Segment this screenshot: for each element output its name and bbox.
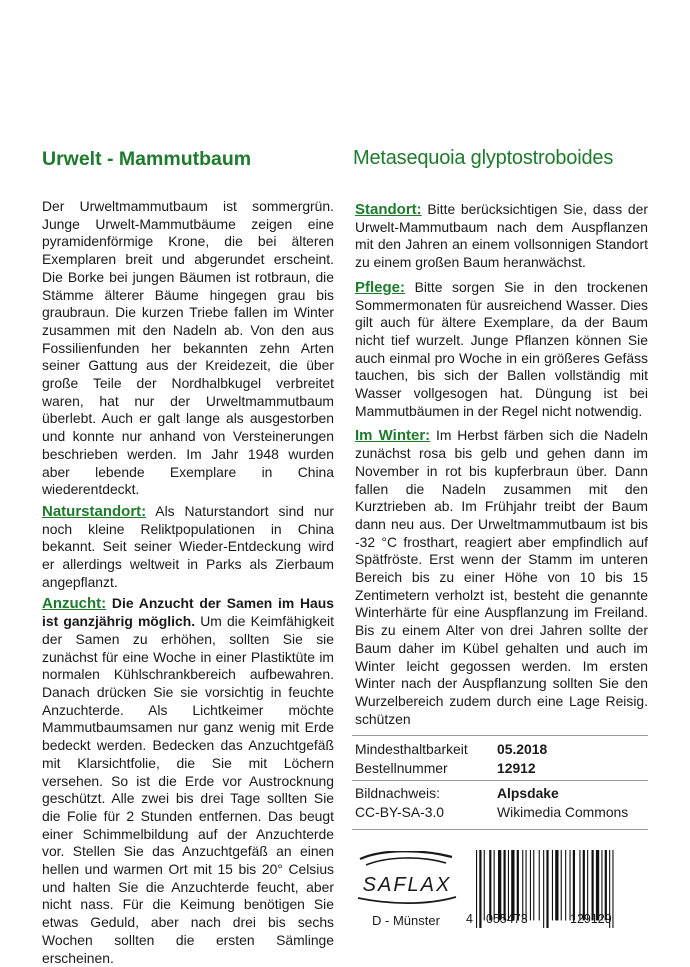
barcode-bar [612, 850, 613, 928]
order-value: 12912 [497, 760, 536, 776]
botanical-name-title: Metasequoia glyptostroboides [353, 147, 614, 169]
winter-heading: Im Winter: [355, 427, 431, 445]
license-text: CC-BY-SA-3.0 [355, 804, 445, 820]
pflege-text: Bitte sorgen Sie in den trockenen Sommermonaten für ausreichend Wasser. Dies gilt auch für ältere Exemplare, da der Baum nicht tief wurzelt. Junge Pflanzen können Sie auch einmal pro Woche in ein größeres Gefäss tauchen, bis sich der Ballen vollständig mit Wasser vollgesogen hat. Düngung ist bei Mammutbäumen in der Regel nicht notwendig. [355, 278, 648, 419]
intro-paragraph: Der Urweltmammutbaum ist sommergrün. Junge Urwelt-Mammutbäume zeigen eine pyramidenförmige Krone, die bei älteren Exemplaren breit und abgerundet erscheint. Die Borke bei jungen Bäumen ist rotbraun, die Stämme älterer Bäume hingegen grau bis graubraun. Die kurzen Triebe fallen im Winter zusammen mit den Nadeln ab. Von den aus Fossilienfunden her bekannten zehn Arten seiner Gattung aus der Kreidezeit, die über große Teile der Nordhalbkugel verbreitet waren, hat nur der Urweltmammutbaum überlebt. Auch er galt lange als ausgestorben und konnte nur anhand von Versteinerungen beschrieben werden. Im Jahr 1948 wurden aber lebende Exemplare in China wiederentdeckt. [42, 198, 334, 498]
barcode-bar [508, 850, 509, 920]
barcode-bar [570, 850, 571, 920]
barcode-bar [592, 850, 594, 920]
barcode-bar [530, 850, 531, 920]
saflax-logo [352, 851, 462, 906]
barcode-bar [573, 850, 575, 920]
barcode-bar [605, 850, 607, 920]
standort-heading: Standort: [355, 201, 422, 218]
barcode-bar [476, 850, 477, 928]
mhd-label: Mindesthaltbarkeit [355, 741, 468, 757]
barcode-bar [546, 850, 548, 928]
winter-text: Im Herbst färben sich die Nadeln zunächst rosa bis gelb und gehen dann im November in rot bis kupferbraun über. Dann fallen die Nadeln zusammen mit den Kurztrieben ab. Im Frühjahr treibt der Baum dann neu aus. Der Urweltmammutbaum ist bis -32 °C frosthart, reagiert aber empfindlich auf Spätfröste. Erst wenn der Stamm im unteren Bereich bis zu einer Höhe von 10 bis 15 Zentimetern verholzt ist, besteht die genannte Winterhärte für eine Auspflanzung im Freiland. Bis zu einem Alter von drei Jahren sollte der Baum daher im Kübel gehalten und auch im Winter leicht gegossen werden. Im ersten Winter nach der Auspflanzung sollten Sie den Wurzelbereich zudem durch eine Lage Reisig. schützen [355, 427, 648, 727]
anzucht-bold-text: Die Anzucht der Samen im Haus ist ganzjährig möglich. [42, 595, 334, 630]
barcode-bar [543, 850, 544, 928]
barcode-right-digits: 129129 [570, 912, 612, 926]
barcode-bar [522, 850, 523, 920]
barcode-bar [533, 850, 534, 920]
barcode-bar [504, 850, 506, 920]
standort-section [355, 201, 648, 272]
left-column [42, 198, 334, 967]
barcode-bar [587, 850, 588, 920]
barcode-bar [539, 850, 540, 920]
divider-middle [352, 780, 648, 781]
naturstandort-heading: Naturstandort: [42, 502, 147, 520]
barcode-first-digit: 4 [466, 912, 473, 926]
anzucht-heading: Anzucht: [42, 595, 107, 613]
source-text: Wikimedia Commons [497, 804, 629, 820]
barcode-bar [489, 850, 491, 920]
naturstandort-text: Als Naturstandort sind nur noch kleine Reliktpopulationen in China bekannt. Seit seiner Wieder-Entdeckung wird er allerdings weltweit in Parks als Zierbaum angepflanzt. [42, 502, 334, 590]
city-label: D - Münster [372, 913, 440, 928]
barcode-bar [498, 850, 501, 920]
barcode-bar [552, 850, 553, 920]
barcode-bar [511, 850, 514, 920]
barcode-bar [555, 850, 558, 920]
divider-top [352, 735, 648, 736]
standort-text: Bitte berücksichtigen Sie, dass der Urwelt-Mammutbaum nach dem Auspflanzen mit den Jahren an einem vollsonnigen Standort zu einem großen Baum heranwächst. [355, 201, 648, 271]
barcode-bar [583, 850, 585, 920]
barcode-bar [479, 850, 481, 928]
anzucht-section [42, 595, 334, 967]
pflege-section [355, 279, 648, 421]
barcode-bar [596, 850, 599, 920]
barcode-bar [561, 850, 562, 920]
winter-section [355, 427, 648, 728]
pflege-heading: Pflege: [355, 278, 406, 296]
right-column [355, 201, 648, 728]
common-name-title: Urwelt - Mammutbaum [42, 148, 252, 170]
barcode-bar [526, 850, 527, 920]
barcode-bar [601, 850, 602, 920]
naturstandort-section [42, 503, 334, 592]
credit-label: Bildnachweis: [355, 785, 440, 801]
barcode-bar [484, 850, 485, 920]
order-label: Bestellnummer [355, 760, 448, 776]
barcode-bar [517, 850, 519, 920]
divider-bottom [352, 829, 648, 830]
mhd-value: 05.2018 [497, 741, 548, 757]
brand-logo-text: SAFLAX [362, 874, 452, 896]
credit-author: Alpsdake [497, 785, 559, 801]
barcode-bar [494, 850, 495, 920]
barcode-bar [565, 850, 566, 920]
anzucht-text: Um die Keimfähigkeit der Samen zu erhöhen, sollten Sie sie zunächst für eine Woche in einer Plastiktüte im normalen Kühlschrankbereich aufbewahren. Danach drücken Sie sie vorsichtig in feuchte Anzuchterde. Als Lichtkeimer möchte Mammutbaumsamen nur ganz wenig mit Erde bedeckt werden. Bedecken das Anzuchtgefäß mit Klarsichtfolie, die Sie mit Löchern versehen. So ist die Erde vor Austrocknung geschützt. Alle zwei bis drei Tage sollten Sie die Folie für 2 Stunden entfernen. Das beugt einer Schimmelbildung auf der Anzuchterde vor. Stellen Sie das Anzuchtgefäß an einen hellen und warmen Ort mit 15 bis 20° Celsius und halten Sie die Anzuchterde feucht, aber nicht nass. Für die Keimung benötigen Sie etwas Geduld, aber nach drei bis sechs Wochen sollten die ersten Sämlinge erscheinen. [42, 613, 334, 966]
barcode-left-digits: 055473 [486, 912, 528, 926]
barcode-bar [579, 850, 580, 920]
